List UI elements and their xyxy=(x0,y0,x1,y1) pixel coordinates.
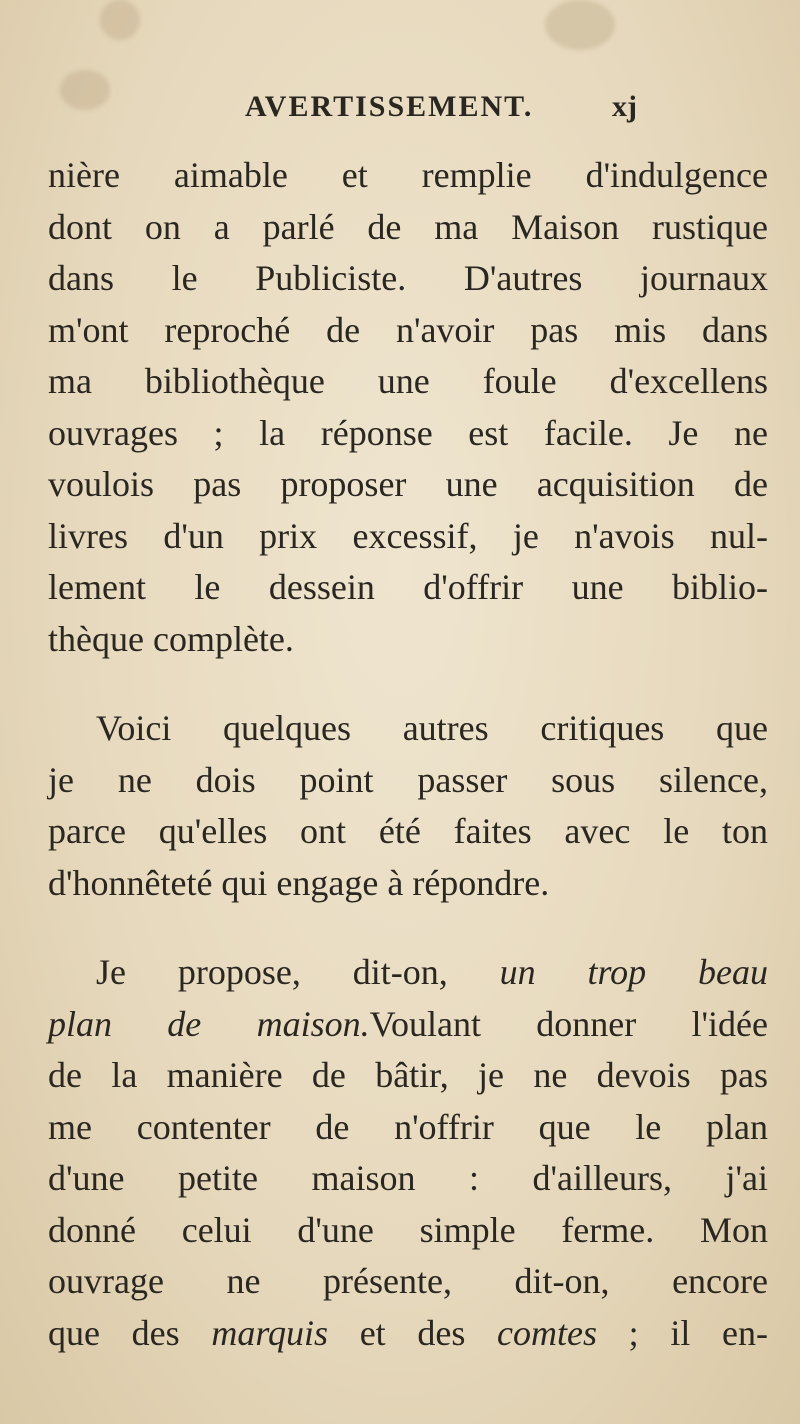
text-line xyxy=(48,947,768,999)
page-header xyxy=(0,90,800,140)
text-run: Je propose, dit-on, xyxy=(96,952,500,992)
text-line: ouvrages ; la réponse est facile. Je ne xyxy=(48,412,768,453)
text-line: je ne dois point passer sous silence, xyxy=(48,759,768,800)
text-line: m'ont reproché de n'avoir pas mis dans xyxy=(48,309,768,350)
text-line: voulois pas proposer une acquisition de xyxy=(48,464,768,504)
text-line: donné celui d'une simple ferme. Mon xyxy=(48,1209,768,1250)
text-line xyxy=(48,1308,768,1360)
text-line: Voici quelques autres critiques que xyxy=(96,708,768,748)
text-line: dont on a parlé de ma Maison rustique xyxy=(48,206,768,247)
text-line: thèque complète. xyxy=(48,618,294,659)
italic-run: comtes xyxy=(497,1312,597,1353)
text-run: Voulant donner l'idée xyxy=(369,1003,768,1044)
text-line: lement le dessein d'offrir une biblio- xyxy=(48,567,768,607)
text-line: dans le Publiciste. D'autres journaux xyxy=(48,258,768,298)
text-run: et des xyxy=(328,1312,498,1353)
text-line: de la manière de bâtir, je ne devois pas xyxy=(48,1055,768,1095)
page-number: xj xyxy=(612,90,637,123)
paragraph-gap xyxy=(48,909,768,947)
italic-run: un trop beau xyxy=(499,952,768,992)
italic-run: plan de maison. xyxy=(48,1003,370,1044)
paper-stain xyxy=(100,0,140,40)
body-text xyxy=(48,150,768,1359)
text-line: parce qu'elles ont été faites avec le ton xyxy=(48,811,768,851)
text-line: livres d'un prix excessif, je n'avois nul- xyxy=(48,515,768,556)
text-run: que des xyxy=(48,1312,212,1353)
text-line: ouvrage ne présente, dit-on, encore xyxy=(48,1261,768,1301)
text-line xyxy=(48,999,768,1051)
italic-run: marquis xyxy=(211,1312,329,1353)
paper-stain xyxy=(545,0,615,50)
text-line: d'une petite maison : d'ailleurs, j'ai xyxy=(48,1158,768,1198)
text-run: ; il en- xyxy=(597,1312,769,1353)
paragraph-gap xyxy=(48,665,768,703)
text-line: ma bibliothèque une foule d'excellens xyxy=(48,361,768,401)
text-line: me contenter de n'offrir que le plan xyxy=(48,1106,768,1147)
text-line: nière aimable et remplie d'indulgence xyxy=(48,155,768,195)
text-line: d'honnêteté qui engage à répondre. xyxy=(48,862,550,903)
running-title: AVERTISSEMENT. xyxy=(245,90,534,123)
